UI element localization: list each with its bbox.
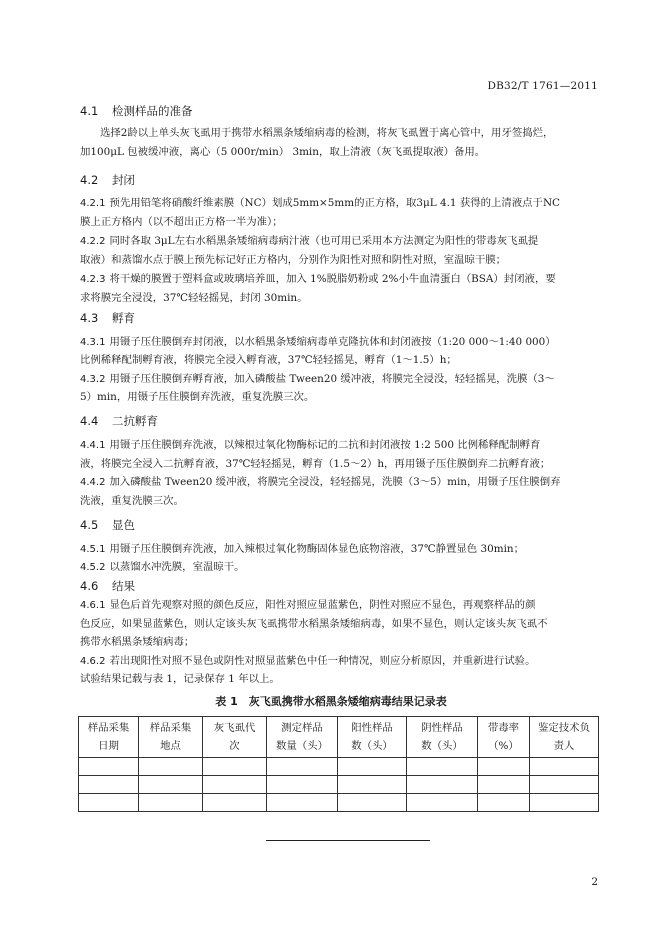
table-cell <box>139 758 203 776</box>
table-cell <box>267 794 338 812</box>
page-number: 2 <box>591 876 598 888</box>
table-cell <box>478 794 530 812</box>
clause-4-5-1: 4.5.1 用镊子压住膜倒弃洗液，加入辣根过氧化物酶固体显色底物溶液，37℃静置显色 30min； <box>80 543 524 555</box>
end-of-document-rule <box>266 840 430 841</box>
table-cell <box>478 776 530 794</box>
table-row <box>79 776 599 794</box>
column-header: 阴性样品 数（头） <box>407 717 478 758</box>
section-heading-4-3: 4.3 孵育 <box>80 311 135 325</box>
clause-4-4-1: 4.4.1 用镊子压住膜倒弃洗液，以辣根过氧化物酶标记的二抗和封闭液按 1:2 500 比例稀释配制孵育 <box>80 439 541 451</box>
table-cell <box>79 776 139 794</box>
table-cell <box>407 776 478 794</box>
table-cell <box>267 776 338 794</box>
clause-4-6-1: 4.6.1 显色后首先观察对照的颜色反应，阳性对照应显蓝紫色，阴性对照应不显色，再观察样品的颜 <box>80 599 536 611</box>
table-cell <box>338 758 407 776</box>
clause-4-2-3: 4.2.3 将干燥的膜置于塑料盒或玻璃培养皿，加入 1%脱脂奶粉或 2%小牛血清蛋白（BSA）封闭液，要 <box>80 273 556 285</box>
table-cell <box>139 776 203 794</box>
column-header: 带毒率 （%） <box>478 717 530 758</box>
table-cell <box>338 776 407 794</box>
table-cell <box>139 794 203 812</box>
table-cell <box>203 758 267 776</box>
paragraph-line: 试验结果记载与表 1，记录保存 1 年以上。 <box>80 673 280 685</box>
column-header: 阳性样品 数（头） <box>338 717 407 758</box>
paragraph-line: 求将膜完全浸没，37℃轻轻摇晃，封闭 30min。 <box>80 292 308 304</box>
column-header: 测定样品 数量（头） <box>267 717 338 758</box>
table-row <box>79 758 599 776</box>
table-cell <box>530 758 599 776</box>
table-caption: 表 1 灰飞虱携带水稻黑条矮缩病毒结果记录表 <box>215 695 447 708</box>
paragraph-line: 加100μL 包被缓冲液，离心（5 000r/min） 3min，取上清液（灰飞虱提取液）备用。 <box>80 146 486 158</box>
paragraph-line: 洗液，重复洗膜三次。 <box>80 495 184 507</box>
paragraph-line: 携带水稻黑条矮缩病毒； <box>80 636 195 648</box>
table-cell <box>338 794 407 812</box>
result-record-table <box>78 716 599 812</box>
column-header: 样品采集 地点 <box>139 717 203 758</box>
table-cell <box>407 794 478 812</box>
clause-4-6-2: 4.6.2 若出现阳性对照不显色或阴性对照显蓝紫色中任一种情况，则应分析原因，并重新进行试验。 <box>80 655 536 667</box>
clause-4-2-1: 4.2.1 预先用铅笔将硝酸纤维素膜（NC）划成5mm×5mm的正方格，取3μL 4.1 获得的上清液点于NC <box>80 197 560 209</box>
paragraph-line: 色反应，如果显蓝紫色，则认定该头灰飞虱携带水稻黑条矮缩病毒，如果不显色，则认定该头灰飞虱不 <box>80 618 548 630</box>
section-heading-4-4: 4.4 二抗孵育 <box>80 414 158 428</box>
section-heading-4-1: 4.1 检测样品的准备 <box>80 104 193 118</box>
clause-4-5-2: 4.5.2 以蒸馏水冲洗膜，室温晾干。 <box>80 561 245 573</box>
column-header: 灰飞虱代 次 <box>203 717 267 758</box>
table-cell <box>478 758 530 776</box>
table-header-row <box>79 717 599 758</box>
table-cell <box>530 776 599 794</box>
paragraph-line: 液，将膜完全浸入二抗孵育液，37℃轻轻摇晃，孵育（1.5～2）h，再用镊子压住膜倒弃二抗孵育液； <box>80 458 551 470</box>
column-header: 鉴定技术负 责人 <box>530 717 599 758</box>
paragraph-line: 比例稀释配制孵育液，将膜完全浸入孵育液，37℃轻轻摇晃，孵育（1～1.5）h； <box>80 354 457 366</box>
table-cell <box>267 758 338 776</box>
clause-4-2-2: 4.2.2 同时各取 3μL左右水稻黑条矮缩病毒病汁液（也可用已采用本方法测定为阳性的带毒灰飞虱提 <box>80 235 539 247</box>
table-cell <box>530 794 599 812</box>
paragraph-line: 膜上正方格内（以不超出正方格一半为准）； <box>80 216 283 228</box>
table-cell <box>203 794 267 812</box>
section-heading-4-6: 4.6 结果 <box>80 579 135 593</box>
section-heading-4-5: 4.5 显色 <box>80 518 135 532</box>
table-cell <box>79 794 139 812</box>
clause-4-3-1: 4.3.1 用镊子压住膜倒弃封闭液，以水稻黑条矮缩病毒单克隆抗体和封闭液按（1:20 000～1:40 000） <box>80 336 556 348</box>
paragraph-line: 选择2龄以上单头灰飞虱用于携带水稻黑条矮缩病毒的检测，将灰飞虱置于离心管中，用牙签捣烂， <box>100 127 554 139</box>
section-heading-4-2: 4.2 封闭 <box>80 173 135 187</box>
table-row <box>79 794 599 812</box>
column-header: 样品采集 日期 <box>79 717 139 758</box>
table-cell <box>407 758 478 776</box>
clause-4-4-2: 4.4.2 加入磷酸盐 Tween20 缓冲液，将膜完全浸没，轻轻摇晃，洗膜（3～5）min，用镊子压住膜倒弃 <box>80 476 561 488</box>
clause-4-3-2: 4.3.2 用镊子压住膜倒弃孵育液，加入磷酸盐 Tween20 缓冲液，将膜完全浸没，轻轻摇晃，洗膜（3～ <box>80 373 555 385</box>
table-cell <box>79 758 139 776</box>
paragraph-line: 5）min，用镊子压住膜倒弃洗液，重复洗膜三次。 <box>80 391 315 403</box>
table-cell <box>203 776 267 794</box>
standard-code-header: DB32/T 1761—2011 <box>487 80 598 92</box>
paragraph-line: 取液）和蒸馏水点于膜上预先标记好正方格内，分别作为阳性对照和阴性对照，室温晾干膜； <box>80 254 507 266</box>
